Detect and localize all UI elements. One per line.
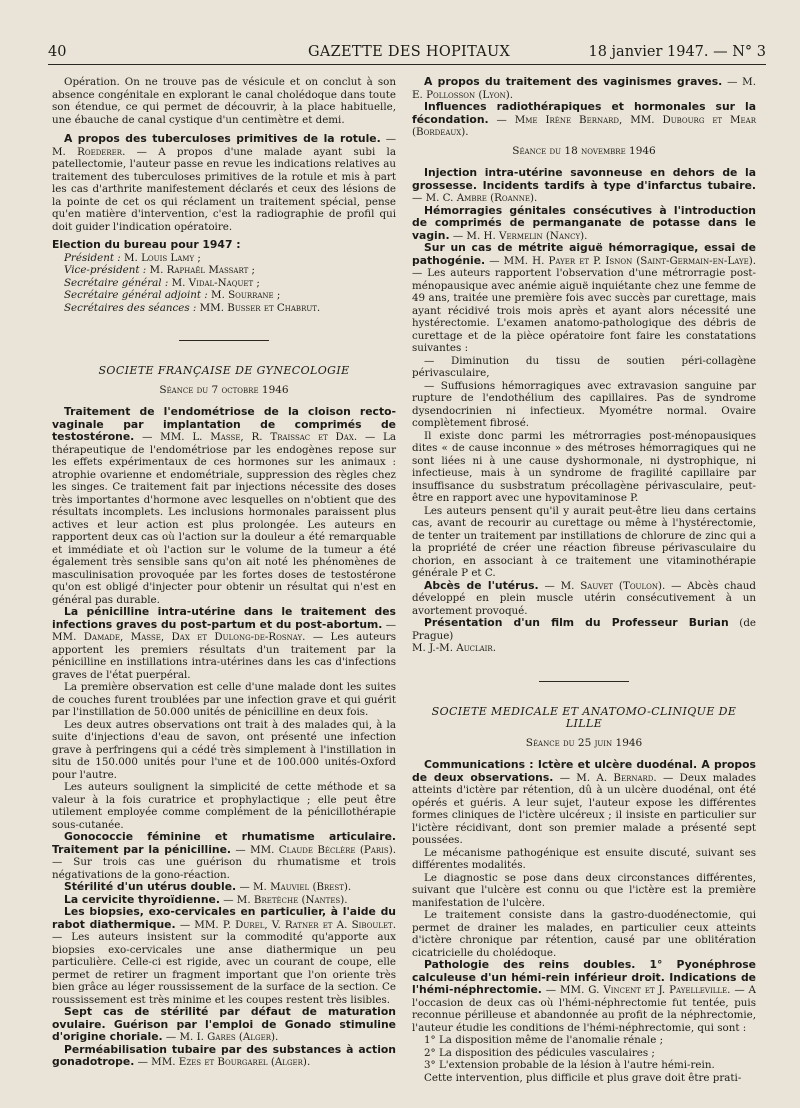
article-biopsies: Les biopsies, exo-cervicales en particulier, à l'aide du rabot diathermique. — MM. P. Durel, V. Ratner et A. Siboulet. — Les auteurs insistent sur la commodité qu'apporte aux biopsies exo-cervicales une anse diathermique un peu particulière. Celle-ci est rigide, avec un courant de coupe, elle permet de retirer un fragment important que l'on oriente très bien grâce au léger roussissement de la surface de la section. Ce roussissement est très minime et les coupes restent très lisibles. [52, 905, 397, 1006]
paragraph: Le traitement consiste dans la gastro-duodénectomie, qui permet de drainer les malades, en particulier ceux atteints d'ictère chronique par rétention, causé par une oblitération cicatricielle du cholédoque. [412, 909, 756, 959]
article-penicilline: La pénicilline intra-utérine dans le traitement des infections graves du post-partum et du post-abortum. — MM. Damade, Masse, Dax et Dulong-de-Rosnay. — Les auteurs apportent les premiers résultats d'un traitement par la pénicilline en instillations intra-utérines dans les cas d'infections graves de l'état puerpéral. [52, 605, 396, 681]
article-cervicite: La cervicite thyroïdienne. — M. Bretèche (Nantes). [64, 892, 348, 906]
paragraph: Les deux autres observations ont trait à des malades qui, à la suite d'injections d'eau de savon, ont présenté une infection grave à perfringens qui a cédé très simplement à l'instillation in situ de 150.000 unités pour l'une et de 100.000 unités-Oxford pour l'autre. [52, 718, 396, 781]
journal-title: GAZETTE DES HOPITAUX [308, 44, 511, 60]
article-sterilite-uterus: Stérilité d'un utérus double. — M. Mauviel (Brest). [64, 880, 352, 893]
condition-item: 1° La disposition même de l'anomalie rénale ; [424, 1034, 664, 1046]
paragraph: Les auteurs soulignent la simplicité de cette méthode et sa valeur à la fois curatrice et prophylactique ; elle peut être utilement employée comme complément de la pénicillothérapie sous-cutanée. [52, 781, 396, 831]
article-permeabilisation: Perméabilisation tubaire par des substances à action gonadotrope. — MM. Ezes et Bourgarel (Alger). [52, 1042, 396, 1068]
article-author: M. Roederer. [52, 145, 126, 158]
bureau-election [52, 239, 396, 314]
session-date: Séance du 18 novembre 1946 [512, 144, 656, 157]
section-divider [539, 681, 629, 682]
session-date: Séance du 25 juin 1946 [525, 736, 643, 749]
paragraph: Il existe donc parmi les métrorragies post-ménopausiques dites « de cause inconnue » des métroses hémorragiques qui ne sont liées ni à une cause dyshormonale, ni dystrophique, ni infectieuse, mais à un syndrome de fragilité capillaire par insuffisance du susbstratum précollagène périvasculaire, peut-être en rapport avec une hypovitaminose P. [412, 429, 756, 504]
bureau-title: Election du bureau pour 1947 : [52, 238, 241, 251]
paragraph: Le diagnostic se pose dans deux circonstances différentes, suivant que l'ulcère est connu ou que l'ictère est la première manifestation de l'ulcère. [412, 871, 756, 909]
session-date: Séance du 7 octobre 1946 [159, 383, 289, 396]
bureau-line: Secrétaire général adjoint : M. Sourrane ; [64, 289, 281, 301]
article-vaginismes: A propos du traitement des vaginismes graves. — M. E. Pollosson (Lyon). [412, 75, 756, 101]
section-divider [179, 340, 269, 341]
article-influences: Influences radiothérapiques et hormonales sur la fécondation. — Mme Irène Bernard, MM. Dubourg et Mear (Bordeaux). [412, 100, 756, 138]
right-column [412, 76, 756, 1084]
article-film: Présentation d'un film du Professeur Burian (de Prague) M. J.-M. Auclair. [412, 616, 756, 654]
article-body: — A propos d'une malade ayant subi la patellectomie, l'auteur passe en revue les indications relatives au traitement des tuberculoses primitives de la rotule et mis à part les cas d'arthrite manifestement déclarés et ceux des lésions de la pointe de cet os qui réclament un traitement spécial, pense qu'en matière d'intervention, c'est la radiographie de profil qui doit guider l'indication opératoire. [52, 145, 396, 233]
society-heading: SOCIETE MEDICALE ET ANATOMO-CLINIQUE DE LILLE [431, 704, 737, 730]
article-endometriose: Traitement de l'endométriose de la cloison recto-vaginale par implantation de comprimés de testostérone. — MM. L. Masse, R. Traissac et Dax. — La thérapeutique de l'endométriose par les endogènes repose sur les effets expérimentaux de ces hormones sur les animaux : atrophie ovarienne et endométriale, suppression des règles chez les singes. Ce traitement fait par injections nécessite des doses très importantes d'hormone avec lesquelles on n'obtient que des résultats incomplets. Les inclusions hormonales paraissent plus actives et leur action est plus prolongée. Les auteurs en rapportent deux cas où l'action sur la douleur a été remarquable et immédiate et où l'action sur le volume de la tumeur a été également très sensible sans qu'on ait noté les phénomènes de masculinisation provoquée par les fortes doses de testostérone qu'on est obligé d'injecter pour obtenir un résultat qui n'est en général pas durable. [52, 405, 397, 606]
condition-item: 2° La disposition des pédicules vasculaires ; [424, 1046, 655, 1059]
bureau-line: Secrétaire général : M. Vidal-Naquet ; [64, 276, 260, 289]
article-metrite: Sur un cas de métrite aiguë hémorragique, essai de pathogénie. — MM. H. Payer et P. Isnon (Saint-Germain-en-Laye). — Les auteurs rapportent l'observation d'une métrorragie post-ménopausique avec anémie aiguë inquiétante chez une femme de 49 ans, traitée une première fois avec succès par curettage, mais ayant récidivé trois mois après et ayant alors nécessité une hystérectomie. L'examen anatomo-pathologique des débris de curettage et de la pièce opératoire font faire les constatations suivantes : [412, 241, 756, 354]
paragraph: Les auteurs pensent qu'il y aurait peut-être lieu dans certains cas, avant de recourir au curettage ou même à l'hystérectomie, de tenter un traitement par instillations de chlorure de zinc qui a la propriété de créer une réaction fibreuse périvasculaire du chorion, en associant à ce traitement une vitaminothérapie générale P et C. [412, 504, 756, 579]
article-communications: Communications : Ictère et ulcère duodénal. A propos de deux observations. — M. A. Bernard. — Deux malades atteints d'ictère par rétention, dû à un ulcère duodénal, ont été opérés et guéris. A leur sujet, l'auteur expose les différentes formes cliniques de l'ictère ulcéreux ; il insiste en particulier sur l'ictère récidivant, dont son premier malade a présenté sept poussées. [412, 758, 757, 846]
society-heading: SOCIETE FRANÇAISE DE GYNECOLOGIE [98, 364, 350, 377]
article-injection: Injection intra-utérine savonneuse en dehors de la grossesse. Incidents tardifs à type d'infarctus tubaire. — M. C. Ambre (Roanne). [412, 166, 756, 204]
issue-date: 18 janvier 1947. — N° 3 [588, 44, 766, 60]
intro-paragraph: Opération. On ne trouve pas de vésicule et on conclut à son absence congénitale en explorant le canal cholédoque dans toute son étendue, ce qui permet de découvrir, à la place habituelle, une ébauche de canal cystique d'un centimètre et demi. [52, 76, 396, 126]
paragraph: La première observation est celle d'une malade dont les suites de couches furent troublées par une infection grave et qui guérit par l'instillation de 50.000 unités de pénicilline en deux fois. [52, 681, 396, 718]
article-hemorragies: Hémorragies génitales consécutives à l'introduction de comprimés de permanganate de potasse dans le vagin. — M. H. Vermelin (Nancy). [412, 203, 756, 242]
article-sterilite-ovulaire: Sept cas de stérilité par défaut de maturation ovulaire. Guérison par l'emploi de Gonado stimuline d'origine choriale. — M. I. Gares (Alger). [52, 1005, 396, 1043]
article-tuberculoses: A propos des tuberculoses primitives de la rotule. — M. Roederer. — A propos d'une malade ayant subi la patellectomie, l'auteur passe en revue les indications relatives au traitement des tuberculoses primitives de la rotule et mis à part les cas d'arthrite manifestement déclarés et ceux des lésions de la pointe de cet os qui réclament un traitement spécial, pense qu'en matière d'intervention, c'est la radiographie de profil qui doit guider l'indication opératoire. [52, 132, 396, 233]
condition-item: 3° L'extension probable de la lésion à l'autre hémi-rein. [424, 1059, 715, 1071]
bureau-line: Secrétaires des séances : MM. Busser et Chabrut. [64, 301, 321, 314]
left-column [52, 76, 396, 1069]
paragraph: Le mécanisme pathogénique est ensuite discuté, suivant ses différentes modalités. [412, 846, 756, 871]
page-header [48, 42, 766, 65]
paragraph: Cette intervention, plus difficile et plus grave doit être prati- [424, 1071, 742, 1084]
article-abces: Abcès de l'utérus. — M. Sauvet (Toulon). — Abcès chaud développé en plein muscle utérin consécutivement à un avortement provoqué. [412, 578, 756, 617]
article-gonococcie: Gonococcie féminine et rhumatisme articulaire. Traitement par la pénicilline. — MM. Claude Béclère (Paris). — Sur trois cas une guérison du rhumatisme et trois négativations de la gono-réaction. [52, 830, 397, 881]
paragraph: — Suffusions hémorragiques avec extravasion sanguine par rupture de l'endothélium des capillaires. Pas de syndrome dysendocrinien ni infectieux. Myométre normal. Ovaire complètement fibrosé. [412, 379, 756, 429]
bureau-line: Vice-président : M. Raphaël Massart ; [64, 264, 256, 276]
article-title: A propos des tuberculoses primitives de la rotule. [64, 132, 381, 145]
page-number: 40 [48, 44, 67, 60]
bureau-line: Président : M. Louis Lamy ; [64, 251, 201, 264]
paragraph: — Diminution du tissu de soutien péri-collagène périvasculaire, [412, 354, 756, 379]
article-pathologie: Pathologie des reins doubles. 1° Pyonéphrose calculeuse d'un hémi-rein inférieur droit. Indications de l'hémi-néphrectomie. — MM. G. Vincent et J. Payelleville. — A l'occasion de deux cas où l'hémi-néphrectomie fut tentée, puis reconnue périlleuse et abandonnée au profit de la néphrectomie, l'auteur étudie les conditions de l'hémi-néphrectomie, qui sont : [412, 958, 756, 1034]
